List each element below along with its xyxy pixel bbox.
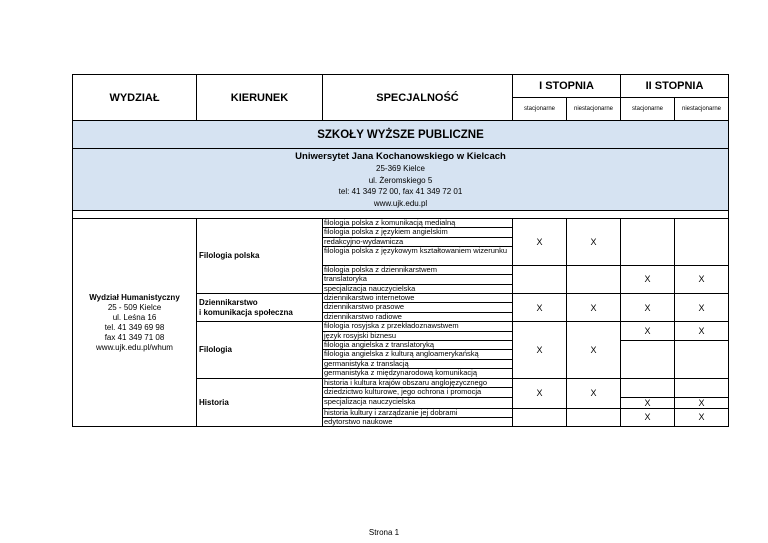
kierunek-filologia: Filologia: [197, 322, 323, 378]
faculty-cell: [73, 219, 197, 427]
kierunek-dziennikarstwo-line1: Dziennikarstwo: [199, 297, 258, 307]
mark-s1-stac: X: [513, 219, 567, 266]
spec-item: filologia polska z językiem angielskim: [323, 228, 513, 237]
spec-item: język rosyjski biznesu: [323, 331, 513, 340]
spec-item: germanistyka z międzynarodową komunikacją: [323, 369, 513, 378]
spec-item: filologia polska z dziennikarstwem: [323, 265, 513, 274]
spec-item: dziennikarstwo internetowe: [323, 294, 513, 303]
header-kierunek: KIERUNEK: [197, 75, 323, 121]
empty-cell: [621, 378, 675, 397]
header-s2-niestacjonarne: niestacjonarne: [675, 98, 729, 121]
empty-cell: [675, 378, 729, 397]
spec-item: historia i kultura krajów obszaru anglojęzycznego: [323, 378, 513, 387]
faculty-phone: tel. 41 349 69 98: [104, 322, 165, 332]
page-footer: Strona 1: [368, 528, 400, 537]
studies-table: [72, 74, 729, 427]
section-title: SZKOŁY WYŻSZE PUBLICZNE: [73, 121, 729, 149]
spec-item: dziennikarstwo radiowe: [323, 312, 513, 321]
spec-item: redakcyjno-wydawnicza: [323, 237, 513, 246]
spec-item: filologia polska z komunikacją medialną: [323, 219, 513, 228]
mark-s2-stac: X: [621, 397, 675, 408]
empty-cell: [621, 341, 675, 379]
empty-cell: [513, 408, 567, 427]
spec-item: specjalizacja nauczycielska: [323, 397, 513, 408]
mark-s2-stac: X: [621, 265, 675, 293]
spec-item: dziennikarstwo prasowe: [323, 303, 513, 312]
header-s2-stacjonarne: stacjonarne: [621, 98, 675, 121]
empty-cell: [675, 219, 729, 266]
mark-s2-niestac: X: [675, 322, 729, 341]
mark-s2-niestac: X: [675, 408, 729, 427]
mark-s2-stac: X: [621, 408, 675, 427]
kierunek-dziennikarstwo: [197, 294, 323, 322]
kierunek-filologia-polska: Filologia polska: [197, 219, 323, 294]
spec-item: historia kultury i zarządzanie jej dobrami: [323, 408, 513, 417]
kierunek-dziennikarstwo-line2: i komunikacja społeczna: [199, 307, 293, 317]
mark-s2-niestac: X: [675, 294, 729, 322]
spacer-row: [73, 211, 729, 219]
empty-cell: [675, 341, 729, 379]
header-specjalnosc: SPECJALNOŚĆ: [323, 75, 513, 121]
university-postal: 25-369 Kielce: [376, 164, 425, 173]
spec-item: specjalizacja nauczycielska: [323, 284, 513, 293]
spec-item: filologia angielska z translatoryką: [323, 341, 513, 350]
spec-item: filologia rosyjska z przekładoznawstwem: [323, 322, 513, 331]
mark-s2-stac: X: [621, 294, 675, 322]
mark-s2-stac: X: [621, 322, 675, 341]
mark-s1-niestac: X: [567, 322, 621, 378]
faculty-www: www.ujk.edu.pl/whum: [96, 342, 173, 352]
university-name: Uniwersytet Jana Kochanowskiego w Kielcach: [295, 151, 506, 162]
university-street: ul. Żeromskiego 5: [368, 175, 433, 185]
spec-item: filologia angielska z kulturą angloamerykańską: [323, 350, 513, 359]
mark-s1-niestac: X: [567, 219, 621, 266]
header-stopien-2: II STOPNIA: [621, 75, 729, 98]
mark-s1-stac: X: [513, 378, 567, 408]
empty-cell: [567, 265, 621, 293]
mark-s2-niestac: X: [675, 265, 729, 293]
header-s1-niestacjonarne: niestacjonarne: [567, 98, 621, 121]
header-s1-stacjonarne: stacjonarne: [513, 98, 567, 121]
spec-item: dziedzictwo kulturowe, jego ochrona i promocja: [323, 388, 513, 397]
mark-s2-niestac: X: [675, 397, 729, 408]
spec-item: filologia polska z językowym kształtowaniem wizerunku: [323, 247, 513, 266]
empty-cell: [513, 265, 567, 293]
mark-s1-niestac: X: [567, 294, 621, 322]
faculty-fax: fax 41 349 71 08: [104, 332, 165, 342]
university-phone: tel: 41 349 72 00, fax 41 349 72 01: [338, 187, 463, 196]
mark-s1-niestac: X: [567, 378, 621, 408]
header-wydzial: WYDZIAŁ: [73, 75, 197, 121]
mark-s1-stac: X: [513, 322, 567, 378]
university-block: [73, 149, 729, 211]
spec-item: germanistyka z translacją: [323, 359, 513, 368]
mark-s1-stac: X: [513, 294, 567, 322]
faculty-street: ul. Leśna 16: [112, 312, 157, 322]
university-www: www.ujk.edu.pl: [373, 198, 428, 208]
empty-cell: [567, 408, 621, 427]
header-stopien-1: I STOPNIA: [513, 75, 621, 98]
faculty-name: Wydział Humanistyczny: [89, 292, 180, 302]
empty-cell: [621, 219, 675, 266]
faculty-postal: 25 - 509 Kielce: [107, 302, 162, 312]
spec-item: edytorstwo naukowe: [323, 417, 513, 426]
kierunek-historia: Historia: [197, 378, 323, 427]
spec-item: translatoryka: [323, 275, 513, 284]
